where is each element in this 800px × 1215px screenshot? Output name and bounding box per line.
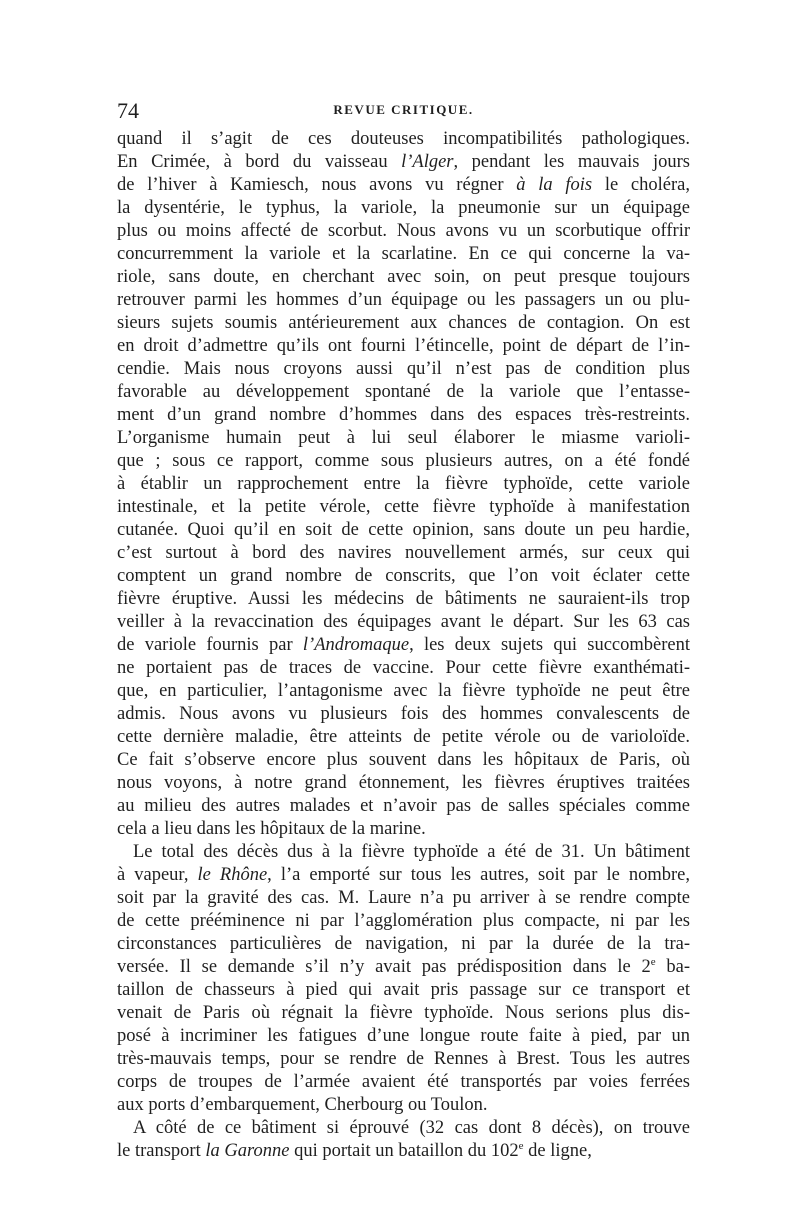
text-line bbox=[117, 726, 690, 749]
text-segment: plus ou moins affecté de scorbut. Nous avons vu un scorbutique offrir bbox=[117, 221, 690, 241]
text-line bbox=[117, 910, 690, 933]
text-segment: la dysentérie, le typhus, la variole, la pneumonie sur un équipage bbox=[117, 198, 690, 218]
body-text bbox=[117, 128, 690, 1163]
text-line bbox=[117, 1002, 690, 1025]
text-segment: admis. Nous avons vu plusieurs fois des hommes convalescents de bbox=[117, 704, 690, 724]
text-segment: à vapeur, bbox=[117, 865, 198, 885]
text-line bbox=[117, 542, 690, 565]
text-line bbox=[117, 404, 690, 427]
text-segment: de ligne, bbox=[523, 1141, 592, 1161]
text-segment: de l’hiver à Kamiesch, nous avons vu régner bbox=[117, 175, 517, 195]
text-line bbox=[117, 657, 690, 680]
text-line bbox=[117, 795, 690, 818]
text-line bbox=[117, 772, 690, 795]
text-line bbox=[117, 1025, 690, 1048]
text-segment: venait de Paris où régnait la fièvre typhoïde. Nous serions plus dis- bbox=[117, 1003, 690, 1023]
text-segment: très-mauvais temps, pour se rendre de Rennes à Brest. Tous les autres bbox=[117, 1049, 690, 1069]
text-segment: de cette prééminence ni par l’agglomération plus compacte, ni par les bbox=[117, 911, 690, 931]
text-line bbox=[117, 1140, 690, 1163]
text-segment: que, en particulier, l’antagonisme avec la fièvre typhoïde ne peut être bbox=[117, 681, 690, 701]
text-line bbox=[117, 266, 690, 289]
text-segment: ba- bbox=[655, 957, 691, 977]
text-line bbox=[117, 174, 690, 197]
text-line bbox=[117, 956, 690, 979]
text-segment: au milieu des autres malades et n’avoir pas de salles spéciales comme bbox=[117, 796, 690, 816]
text-line bbox=[117, 1048, 690, 1071]
text-line bbox=[117, 220, 690, 243]
text-line bbox=[117, 496, 690, 519]
text-segment: quand il s’agit de ces douteuses incompatibilités pathologiques. bbox=[117, 129, 690, 149]
text-segment: soit par la gravité des cas. M. Laure n’a pu arriver à se rendre compte bbox=[117, 888, 690, 908]
text-line bbox=[117, 197, 690, 220]
text-segment: le transport bbox=[117, 1141, 206, 1161]
text-line bbox=[117, 151, 690, 174]
superscript: e bbox=[650, 955, 656, 968]
text-line bbox=[117, 887, 690, 910]
text-line bbox=[117, 450, 690, 473]
text-segment: favorable au développement spontané de la variole que l’entasse- bbox=[117, 382, 690, 402]
text-segment: concurremment la variole et la scarlatine. En ce qui concerne la va- bbox=[117, 244, 690, 264]
text-segment: , l’a emporté sur tous les autres, soit par le nombre, bbox=[267, 865, 690, 885]
text-line bbox=[117, 312, 690, 335]
text-line bbox=[117, 933, 690, 956]
text-line bbox=[117, 565, 690, 588]
text-segment: cela a lieu dans les hôpitaux de la marine. bbox=[117, 819, 426, 839]
text-line bbox=[117, 1071, 690, 1094]
text-segment: le choléra, bbox=[592, 175, 690, 195]
text-segment: Le total des décès dus à la fièvre typhoïde a été de 31. Un bâtiment bbox=[133, 842, 690, 862]
running-head: REVUE CRITIQUE. bbox=[333, 102, 474, 117]
text-line bbox=[117, 128, 690, 151]
text-segment: A côté de ce bâtiment si éprouvé (32 cas dont 8 décès), on trouve bbox=[133, 1118, 690, 1138]
text-segment: cendie. Mais nous croyons aussi qu’il n’est pas de condition plus bbox=[117, 359, 690, 379]
text-segment: que ; sous ce rapport, comme sous plusieurs autres, on a été fondé bbox=[117, 451, 690, 471]
text-segment: circonstances particulières de navigation, ni par la durée de la tra- bbox=[117, 934, 690, 954]
text-line bbox=[117, 427, 690, 450]
text-segment: c’est surtout à bord des navires nouvellement armés, sur ceux qui bbox=[117, 543, 690, 563]
italic-text: à la fois bbox=[516, 175, 593, 195]
text-line bbox=[117, 680, 690, 703]
superscript: e bbox=[518, 1139, 524, 1152]
text-segment: intestinale, et la petite vérole, cette fièvre typhoïde à manifestation bbox=[117, 497, 690, 517]
text-segment: retrouver parmi les hommes d’un équipage ou les passagers un ou plu- bbox=[117, 290, 690, 310]
text-segment: riole, sans doute, en cherchant avec soin, on peut presque toujours bbox=[117, 267, 690, 287]
text-line bbox=[117, 335, 690, 358]
text-line bbox=[117, 979, 690, 1002]
text-segment: de variole fournis par bbox=[117, 635, 303, 655]
text-line bbox=[117, 519, 690, 542]
text-segment: , pendant les mauvais jours bbox=[453, 152, 691, 172]
page-number: 74 bbox=[117, 98, 139, 123]
text-line bbox=[117, 243, 690, 266]
text-line bbox=[117, 473, 690, 496]
text-segment: corps de troupes de l’armée avaient été transportés par voies ferrées bbox=[117, 1072, 690, 1092]
text-segment: veiller à la revaccination des équipages avant le départ. Sur les 63 cas bbox=[117, 612, 690, 632]
text-line bbox=[117, 864, 690, 887]
text-segment: L’organisme humain peut à lui seul élaborer le miasme varioli- bbox=[117, 428, 690, 448]
text-line bbox=[117, 634, 690, 657]
text-line bbox=[117, 611, 690, 634]
text-line bbox=[117, 841, 690, 864]
page-header bbox=[117, 98, 690, 124]
text-segment: qui portait un bataillon du 102 bbox=[289, 1141, 519, 1161]
italic-text: l’Andromaque bbox=[302, 635, 410, 655]
text-line bbox=[117, 749, 690, 772]
text-line bbox=[117, 289, 690, 312]
text-segment: En Crimée, à bord du vaisseau bbox=[117, 152, 402, 172]
text-line bbox=[117, 1094, 690, 1117]
text-segment: , les deux sujets qui succombèrent bbox=[409, 635, 691, 655]
text-segment: en droit d’admettre qu’ils ont fourni l’étincelle, point de départ de l’in- bbox=[117, 336, 690, 356]
text-segment: taillon de chasseurs à pied qui avait pris passage sur ce transport et bbox=[117, 980, 690, 1000]
text-segment: à établir un rapprochement entre la fièvre typhoïde, cette variole bbox=[117, 474, 690, 494]
text-segment: aux ports d’embarquement, Cherbourg ou Toulon. bbox=[117, 1095, 488, 1115]
text-segment: ne portaient pas de traces de vaccine. Pour cette fièvre exanthémati- bbox=[117, 658, 690, 678]
text-segment: cutanée. Quoi qu’il en soit de cette opinion, sans doute un peu hardie, bbox=[117, 520, 690, 540]
text-segment: nous voyons, à notre grand étonnement, les fièvres éruptives traitées bbox=[117, 773, 690, 793]
text-line bbox=[117, 703, 690, 726]
text-line bbox=[117, 381, 690, 404]
text-segment: cette dernière maladie, être atteints de petite vérole ou de varioloïde. bbox=[117, 727, 690, 747]
text-segment: Ce fait s’observe encore plus souvent dans les hôpitaux de Paris, où bbox=[117, 750, 690, 770]
text-segment: versée. Il se demande s’il n’y avait pas prédisposition dans le 2 bbox=[117, 957, 651, 977]
text-segment: fièvre éruptive. Aussi les médecins de bâtiments ne sauraient-ils trop bbox=[117, 589, 690, 609]
italic-text: la Garonne bbox=[205, 1141, 290, 1161]
text-segment: sieurs sujets soumis antérieurement aux chances de contagion. On est bbox=[117, 313, 690, 333]
text-line bbox=[117, 358, 690, 381]
text-segment: comptent un grand nombre de conscrits, que l’on voit éclater cette bbox=[117, 566, 690, 586]
text-segment: posé à incriminer les fatigues d’une longue route faite à pied, par un bbox=[117, 1026, 690, 1046]
text-segment: ment d’un grand nombre d’hommes dans des espaces très-restreints. bbox=[117, 405, 690, 425]
text-line bbox=[117, 818, 690, 841]
text-line bbox=[117, 588, 690, 611]
italic-text: l’Alger bbox=[401, 152, 454, 172]
text-line bbox=[117, 1117, 690, 1140]
italic-text: le Rhône bbox=[197, 865, 268, 885]
